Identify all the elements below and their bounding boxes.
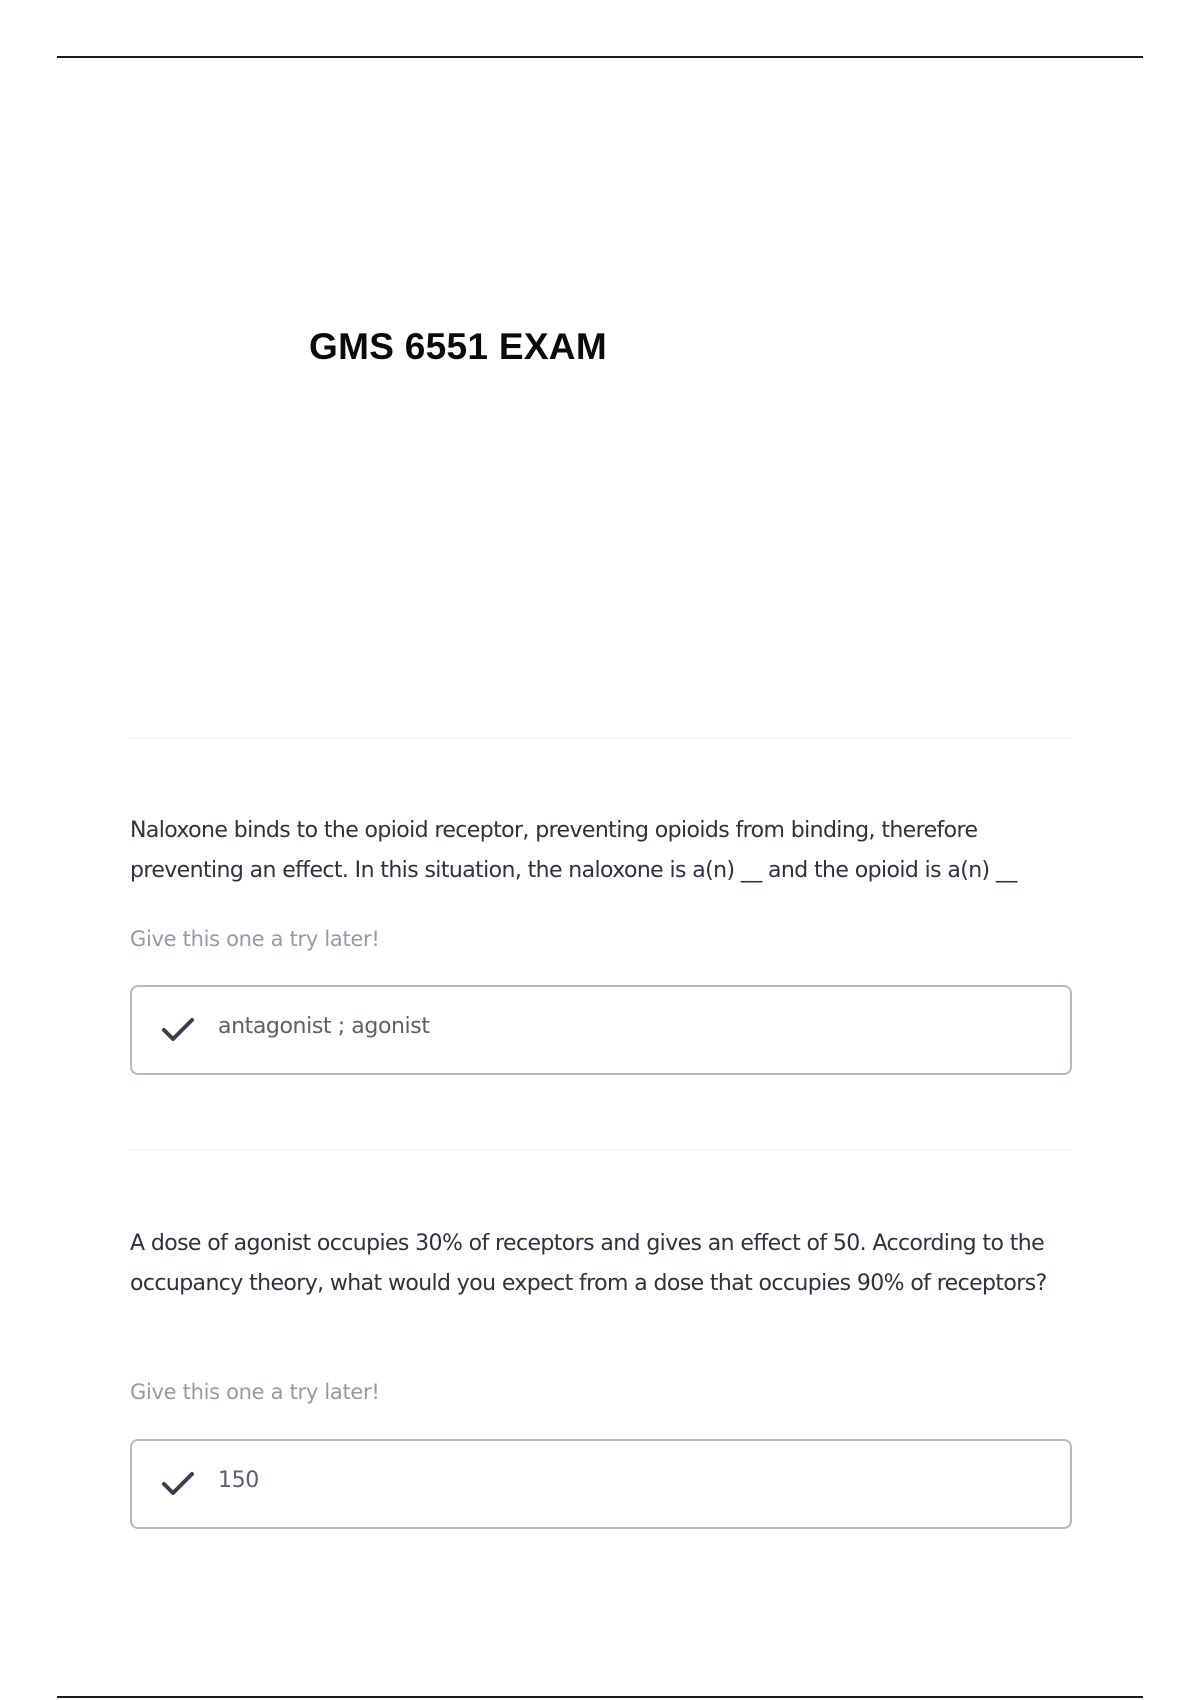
section-divider (130, 738, 1072, 739)
answer-box[interactable] (130, 985, 1072, 1075)
document-title: GMS 6551 EXAM (309, 326, 607, 367)
check-icon (160, 1015, 196, 1045)
page-bottom-rule (57, 1696, 1143, 1698)
question-card-2 (130, 1224, 1072, 1493)
question-prompt: A dose of agonist occupies 30% of receptors and gives an effect of 50. According to the occupancy theory, what would you expect from a dose that occupies 90% of receptors? (130, 1231, 1047, 1296)
check-icon (160, 1469, 196, 1499)
question-card-1 (130, 811, 1072, 1039)
answer-text: antagonist ; agonist (218, 1014, 430, 1039)
question-hint: Give this one a try later! (130, 1380, 380, 1404)
page-top-rule (57, 56, 1143, 58)
section-divider (130, 1149, 1072, 1150)
answer-text: 150 (218, 1468, 259, 1493)
question-prompt: Naloxone binds to the opioid receptor, preventing opioids from binding, therefore preventing an effect. In this situation, the naloxone is a(n) __ and the opioid is a(n) __ (130, 818, 1017, 883)
question-hint: Give this one a try later! (130, 927, 380, 951)
answer-box[interactable] (130, 1439, 1072, 1529)
